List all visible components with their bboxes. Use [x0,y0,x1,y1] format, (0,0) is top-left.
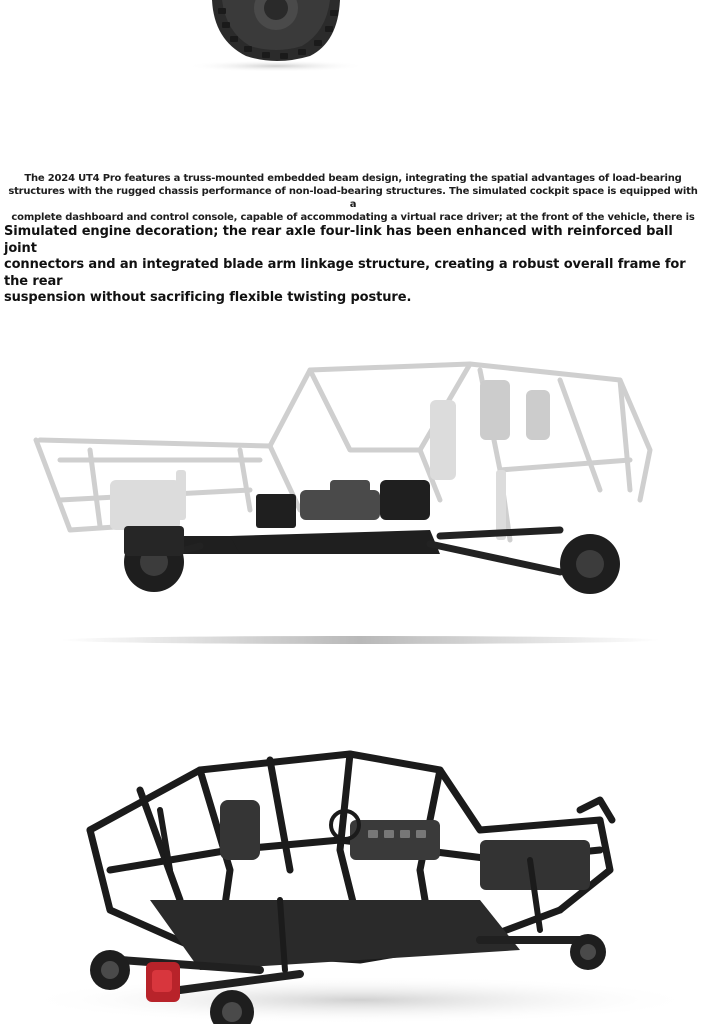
chassis-side-view-image [0,340,704,660]
intro-line-2: structures with the rugged chassis performance of non-load-bearing structures. The simulated cockpit space is equipped with a [8,186,698,210]
feature-line-2: connectors and an integrated blade arm linkage structure, creating a robust overall frame for the rear [4,257,686,289]
intro-paragraph [6,172,700,224]
intro-line-3: complete dashboard and control console, capable of accommodating a virtual race driver; at the front of the vehicle, there is [11,212,695,223]
feature-line-3: suspension without sacrificing flexible twisting posture. [4,290,412,305]
chassis-perspective-image [0,730,704,1024]
tire-image [0,0,704,80]
feature-paragraph [4,224,700,307]
intro-line-1: The 2024 UT4 Pro features a truss-mounted embedded beam design, integrating the spatial advantages of load-bearing [24,173,682,184]
feature-line-1: Simulated engine decoration; the rear axle four-link has been enhanced with reinforced ball joint [4,224,673,256]
